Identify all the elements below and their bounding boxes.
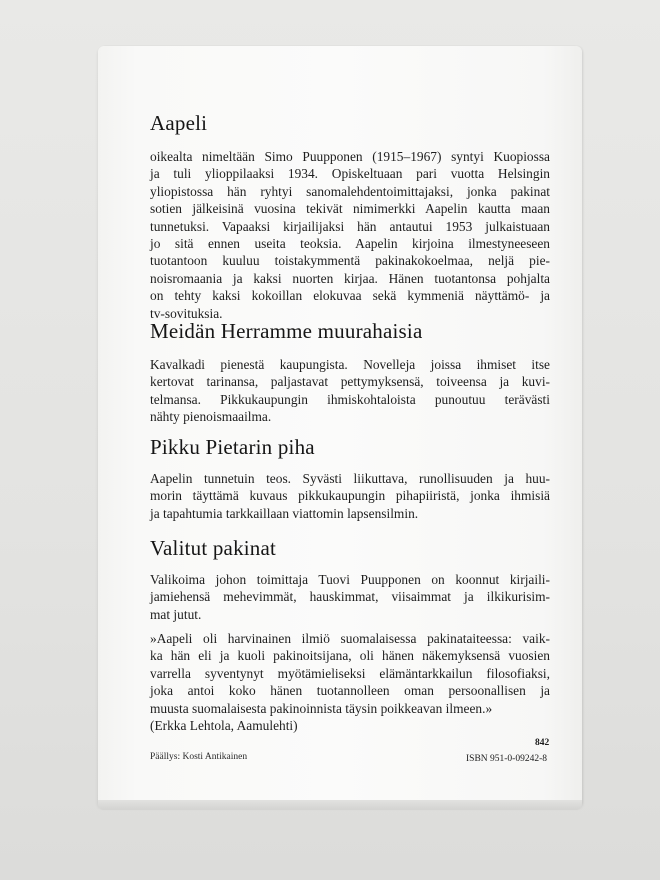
text-line: tuotantoon kuuluu toistakymmentä pakinakokoelmaa, neljä pie- xyxy=(150,253,550,269)
text-line: on tehty kaksi kokoillan elokuvaa sekä kymmeniä näyttämö- ja xyxy=(150,288,550,304)
isbn: ISBN 951-0-09242-8 xyxy=(466,754,548,764)
text-line: noisromaania ja kaksi nuorten kirjaa. Hänen tuotantonsa pohjalta xyxy=(150,270,550,286)
product-code: 842 xyxy=(535,738,550,748)
section-title-valitut-pakinat: Valitut pakinat xyxy=(150,536,277,560)
text-line: ja tuli ylioppilaaksi 1934. Opiskeltuaan pari vuotta Helsingin xyxy=(150,166,550,182)
section-text-valitut-pakinat xyxy=(150,571,550,623)
quote-line: »Aapeli oli harvinainen ilmiö suomalaisessa pakinataiteessa: vaik- xyxy=(150,631,550,646)
book-bottom-edge xyxy=(98,800,582,810)
section-title-pikku-pietarin-piha: Pikku Pietarin piha xyxy=(150,435,315,459)
section-title-meidan-herramme-muurahaisia: Meidän Herramme muurahaisia xyxy=(150,319,423,343)
text-line: mat jutut. xyxy=(150,606,202,622)
quote-line: varrella syventynyt myötämieliseksi elämäntarkkailun filosofiaksi, xyxy=(150,665,550,681)
text-line: tunnetuksi. Vapaaksi kirjailijaksi hän antautui 1953 julkaistuaan xyxy=(150,218,550,234)
review-quote xyxy=(150,630,550,734)
text-line: Valikoima johon toimittaja Tuovi Puupponen on koonnut kirjaili- xyxy=(150,572,550,587)
section-text-pikku-pietarin-piha xyxy=(150,470,550,522)
text-line: kertovat tarinansa, paljastavat pettymyksensä, toiveensa ja kuvi- xyxy=(150,374,550,390)
section-text-meidan-herramme-muurahaisia xyxy=(150,356,550,426)
text-line: ja tapahtumia tarkkaillaan viattomin lapsensilmin. xyxy=(150,505,419,521)
text-line: yliopistossa hän ryhtyi sanomalehdentoimittajaksi, jonka pakinat xyxy=(150,183,550,199)
text-line: jamiehensä mehevimmät, hauskimmat, viisaimmat ja ilkikurisim- xyxy=(150,589,550,605)
text-line: sotien jälkeisinä vuosina tekivät nimimerkki Aapelin kautta maan xyxy=(150,201,550,217)
text-line: nähty pienoismaailma. xyxy=(150,409,272,425)
text-line: Aapelin tunnetuin teos. Syvästi liikuttava, runollisuuden ja huu- xyxy=(150,471,550,486)
text-line: jo sitä ennen useita teoksia. Aapelin kirjoina ilmestyneeseen xyxy=(150,236,550,252)
quote-attribution: (Erkka Lehtola, Aamulehti) xyxy=(150,718,298,734)
section-text-aapeli xyxy=(150,148,550,322)
text-line: tv-sovituksia. xyxy=(150,305,223,321)
quote-line: muusta suomalaisesta pakinoinnista täysin poikkeavan ilmeen.» xyxy=(150,700,493,716)
quote-line: ka hän eli ja kuoli pakinoitsijana, oli hänen näkemyksensä vuosien xyxy=(150,648,550,664)
text-line: oikealta nimeltään Simo Puupponen (1915–1967) syntyi Kuopiossa xyxy=(150,149,550,164)
quote-line: joka antoi koko hänen tuotannolleen oman persoonallisen ja xyxy=(150,683,550,699)
section-title-aapeli: Aapeli xyxy=(150,111,208,135)
text-line: telmansa. Pikkukaupungin ihmiskohtaloista punoutuu terävästi xyxy=(150,391,550,407)
cover-credit: Päällys: Kosti Antikainen xyxy=(150,752,248,762)
text-line: morin täyttämä kuvaus pikkukaupungin pihapiiristä, jonka ihmisiä xyxy=(150,488,550,504)
text-line: Kavalkadi pienestä kaupungista. Novelleja joissa ihmiset itse xyxy=(150,357,550,372)
